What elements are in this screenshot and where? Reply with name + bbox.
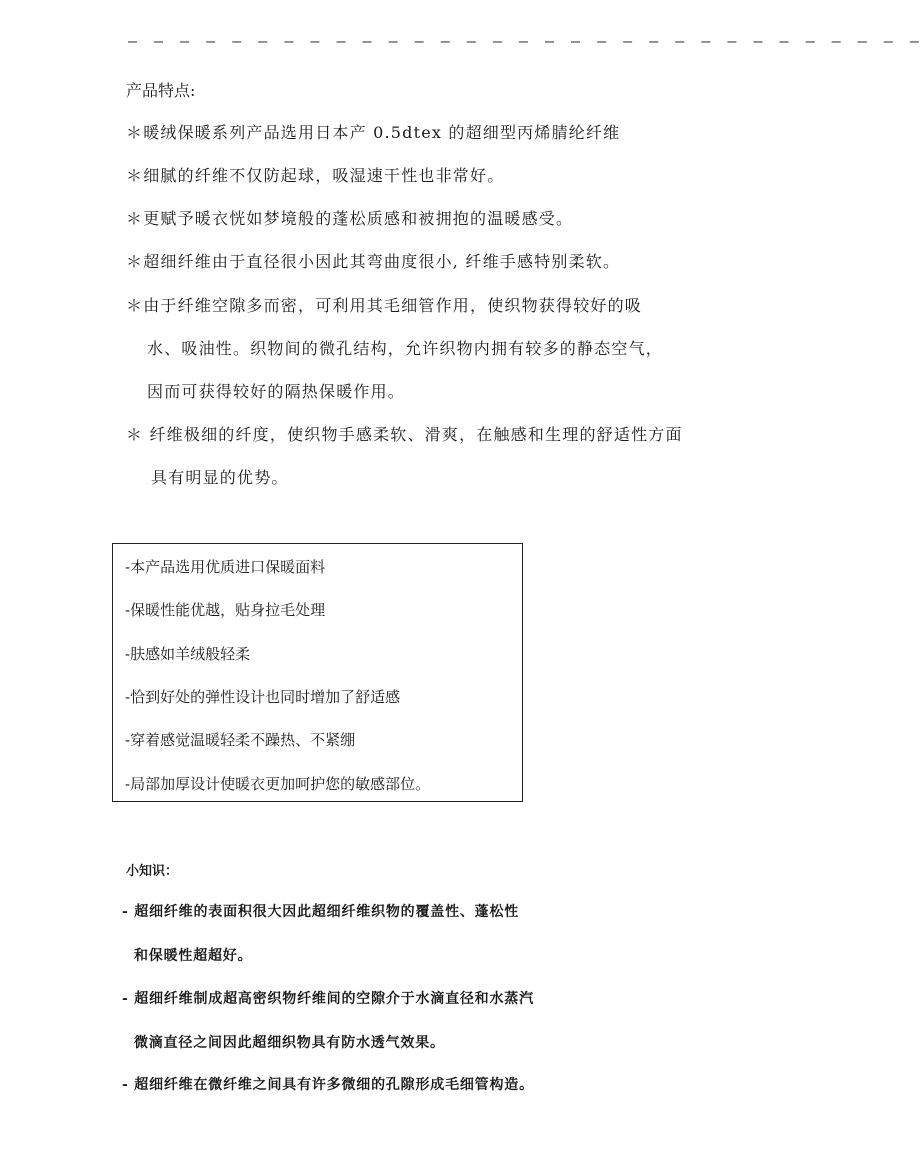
product-info-box bbox=[112, 543, 523, 802]
feature-item-5 bbox=[126, 284, 663, 413]
feature-item-1 bbox=[126, 111, 620, 154]
feature-text: ＊更赋予暖衣恍如梦境般的蓬松质感和被拥抱的温暖感受。 bbox=[126, 209, 574, 228]
tip-item-2 bbox=[122, 977, 534, 1065]
tips-heading: 小知识： bbox=[126, 864, 179, 879]
box-item: -恰到好处的弹性设计也同时增加了舒适感 bbox=[125, 688, 401, 706]
tip-text-continued: 和保暖性超超好。 bbox=[134, 948, 253, 964]
box-item: -穿着感觉温暖轻柔不躁热、不紧绷 bbox=[125, 731, 356, 749]
feature-item-2 bbox=[126, 154, 504, 197]
tip-text: - 超细纤维在微纤维之间具有许多微细的孔隙形成毛细管构造。 bbox=[122, 1077, 534, 1093]
feature-item-6 bbox=[126, 413, 683, 499]
feature-text: ＊暖绒保暖系列产品选用日本产 0.5dtex 的超细型丙烯腈纶纤维 bbox=[126, 123, 621, 142]
box-item: -保暖性能优越，贴身拉毛处理 bbox=[125, 601, 326, 619]
tip-text: - 超细纤维制成超高密织物纤维间的空隙介于水滴直径和水蒸汽 bbox=[122, 991, 534, 1007]
feature-item-3 bbox=[126, 197, 573, 240]
box-item: -肤感如羊绒般轻柔 bbox=[125, 645, 251, 663]
feature-text: ＊ 纤维极细的纤度，使织物手感柔软、滑爽，在触感和生理的舒适性方面 bbox=[126, 425, 683, 444]
box-item: -本产品选用优质进口保暖面料 bbox=[125, 558, 326, 576]
features-heading: 产品特点: bbox=[126, 81, 196, 100]
box-item: -局部加厚设计使暖衣更加呵护您的敏感部位。 bbox=[125, 775, 431, 793]
feature-text-continued: 具有明显的优势。 bbox=[151, 468, 289, 487]
feature-text-continued: 水、吸油性。织物间的微孔结构，允许织物内拥有较多的静态空气， bbox=[147, 339, 664, 358]
feature-item-4 bbox=[126, 240, 620, 283]
tip-item-1 bbox=[122, 890, 519, 978]
feature-text: ＊细腻的纤维不仅防起球，吸湿速干性也非常好。 bbox=[126, 166, 505, 185]
feature-text: ＊超细纤维由于直径很小因此其弯曲度很小, 纤维手感特别柔软。 bbox=[126, 252, 621, 271]
tip-text-continued: 微滴直径之间因此超细织物具有防水透气效果。 bbox=[134, 1035, 445, 1051]
tip-text: - 超细纤维的表面积很大因此超细纤维织物的覆盖性、蓬松性 bbox=[122, 904, 520, 920]
feature-text-continued: 因而可获得较好的隔热保暖作用。 bbox=[147, 382, 406, 401]
feature-text: ＊由于纤维空隙多而密，可利用其毛细管作用，使织物获得较好的吸 bbox=[126, 296, 643, 315]
separator-dashes: – – – – – – – – – – – – – – – – – – – – – – – – – – – – – – – bbox=[128, 32, 923, 50]
tip-item-3 bbox=[122, 1063, 534, 1107]
